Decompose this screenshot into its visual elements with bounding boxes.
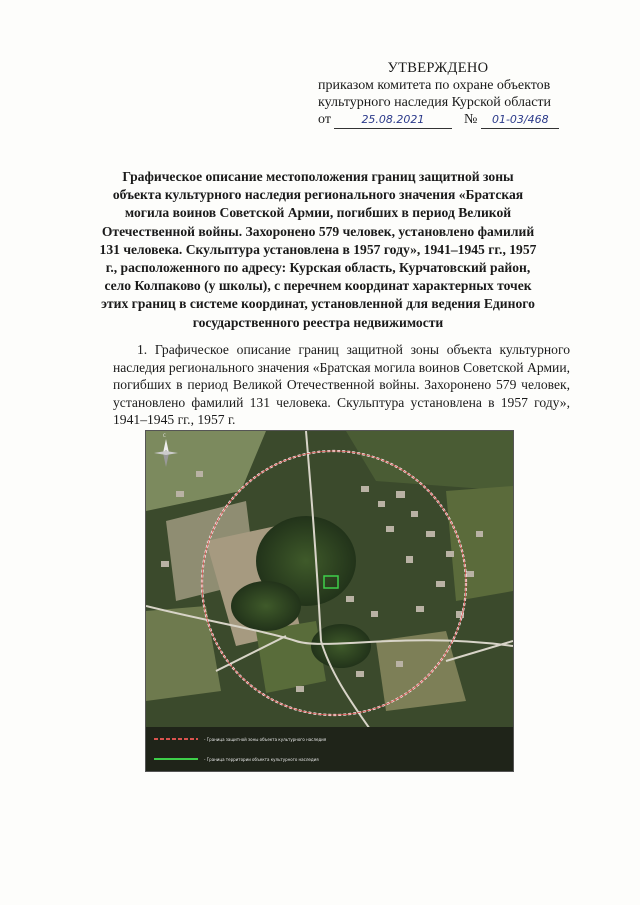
field-area [446, 486, 513, 601]
section-1-text: 1. Графическое описание границ защитной зоны объекта культурного наследия регионального значения «Братская могила воинов Советской Армии, погибших в период Великой Отечественной войны. Захоронено 579 человек, установлено фамилий 131 человека. Скульптура установлена в 1957 году», 1941–1945 гг., 1957 г. [113, 342, 570, 427]
approval-signature-line [318, 111, 588, 129]
handwritten-order-number: 01-03/468 [481, 111, 559, 129]
map-graphic [146, 431, 513, 771]
section-1-paragraph [113, 341, 570, 429]
approval-block [318, 60, 588, 129]
aerial-map [145, 430, 514, 772]
date-prefix: от [318, 112, 331, 127]
handwritten-date: 25.08.2021 [334, 111, 452, 129]
approval-line-2: культурного наследия Курской области [318, 95, 552, 110]
legend-territory-label: - Граница территории объекта культурного наследия [204, 757, 319, 762]
legend-protection-label: - Граница защитной зоны объекта культурного наследия [204, 737, 327, 742]
number-prefix: № [463, 112, 478, 127]
document-heading: Графическое описание местоположения границ защитной зоны объекта культурного наследия регионального значения «Братская могила воинов Советской Армии, погибших в период Великой Отечественной войны. Захоронено 579 человек, установлено фамилий 131 человека. Скульптура установлена в 1957 году», 1941–1945 гг., 1957 г., расположенного по адресу: Курская область, Курчатовский район, село Колпаково (у школы), с перечнем координат характерных точек этих границ в системе координат, установленной для ведения Единого государственного реестра недвижимости [99, 169, 537, 330]
approval-line-1: приказом комитета по охране объектов [318, 78, 551, 93]
approval-title: УТВЕРЖДЕНО [387, 60, 489, 76]
north-label: С [163, 433, 166, 438]
legend-panel [146, 727, 513, 771]
forest-area [231, 581, 301, 631]
